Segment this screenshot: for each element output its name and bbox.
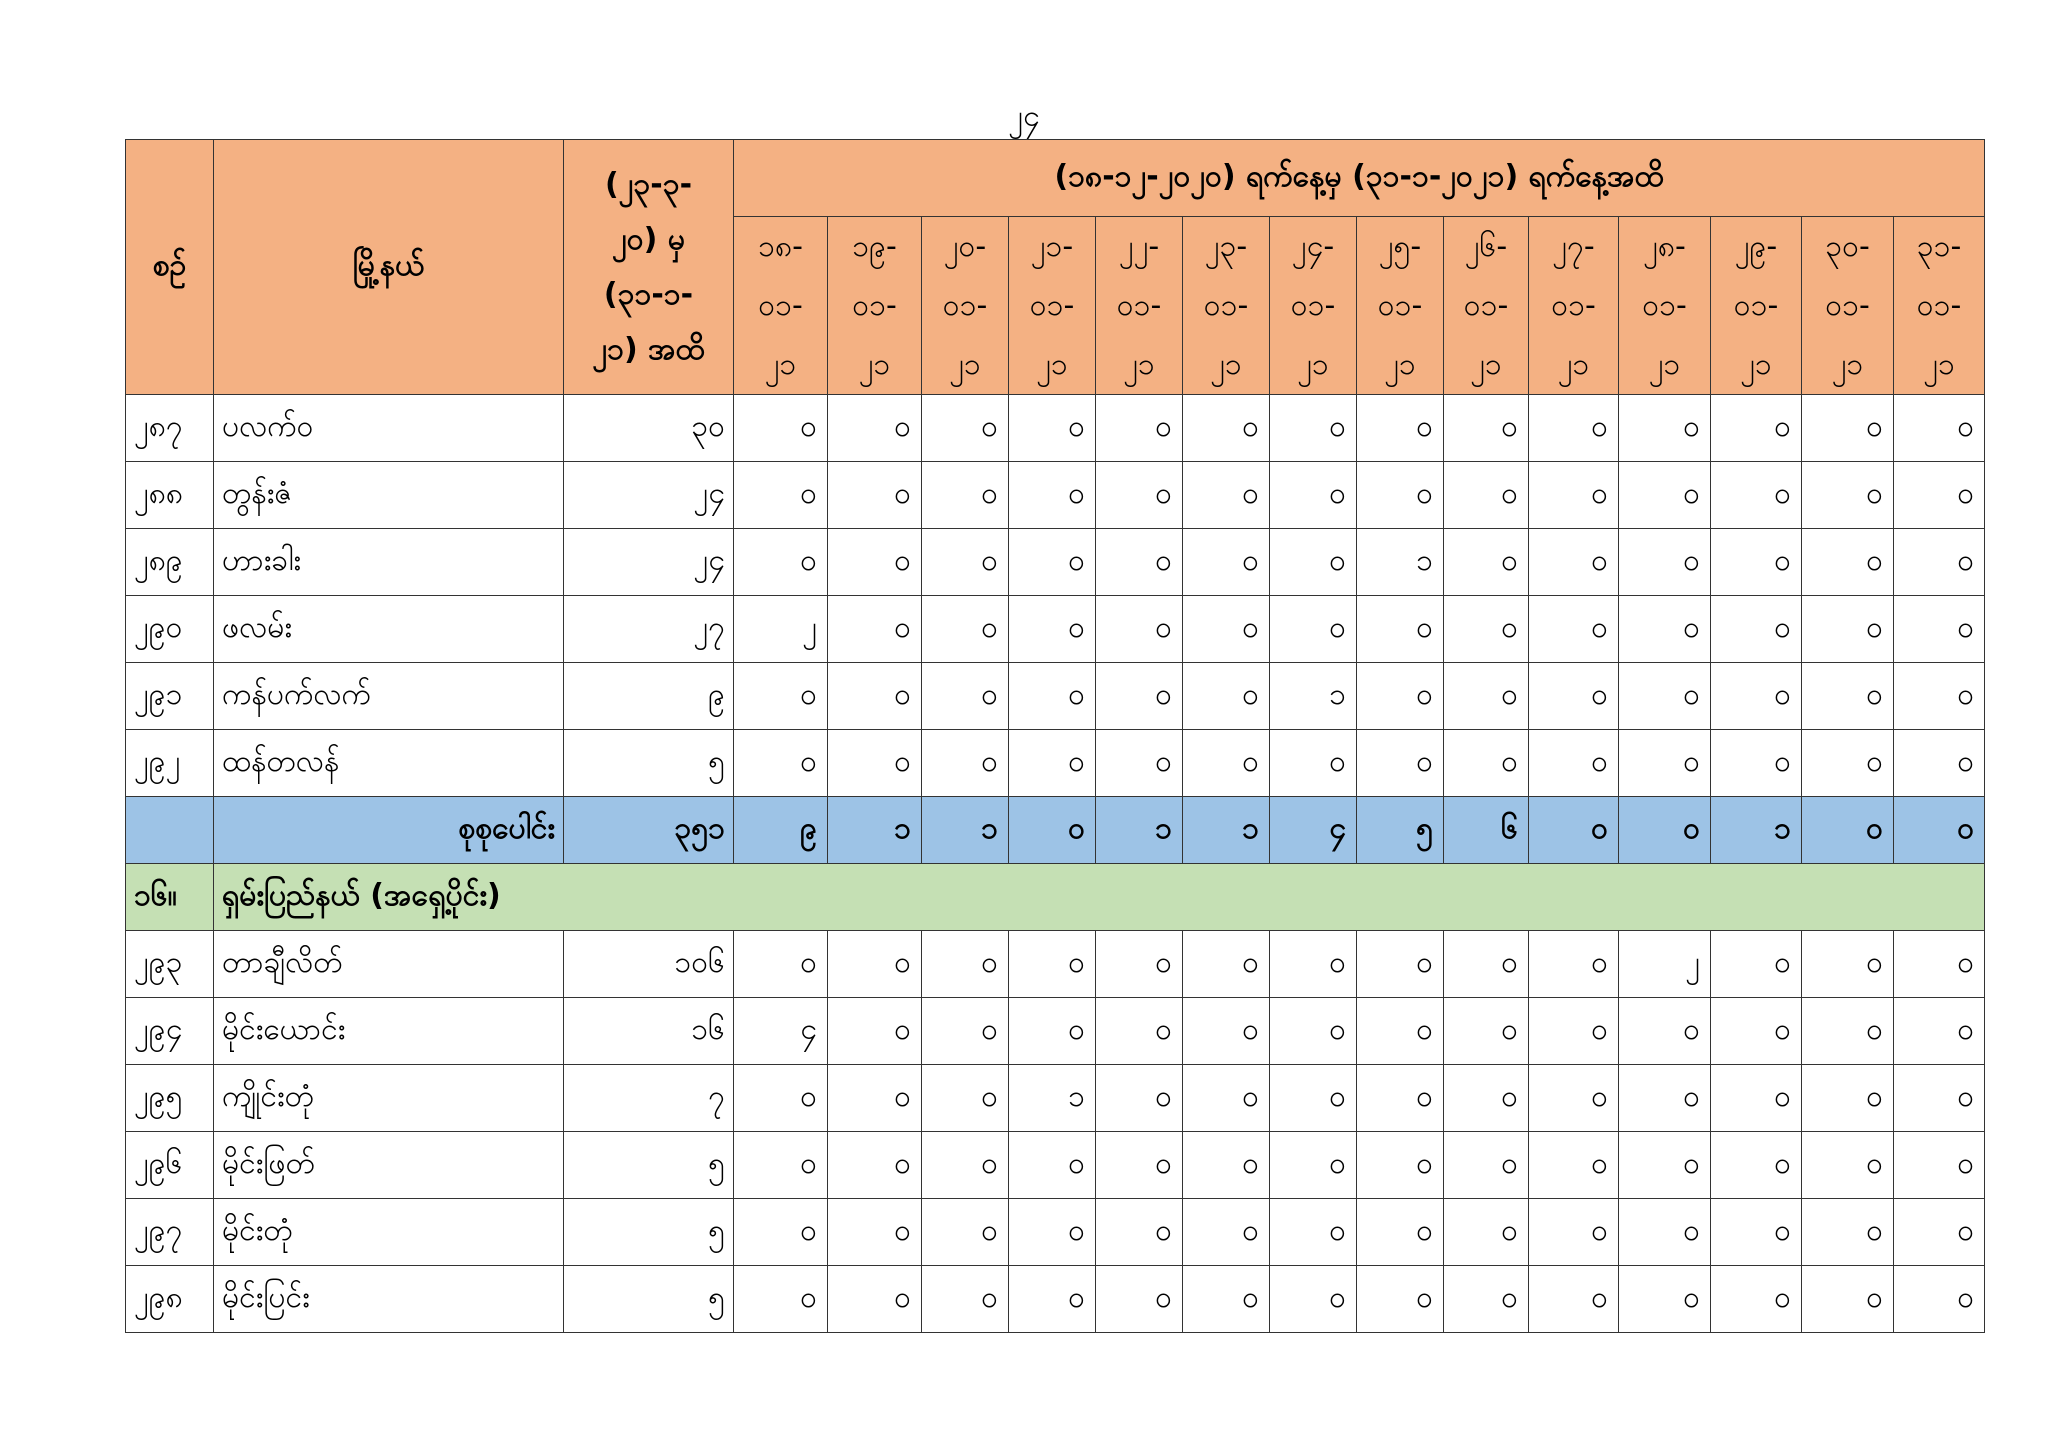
row-daily-value: ၀ (1529, 529, 1619, 596)
row-daily-value: ၀ (1009, 395, 1096, 462)
row-daily-value: ၀ (1894, 1132, 1985, 1199)
row-daily-value: ၁ (1009, 1065, 1096, 1132)
total-daily-value: ၁ (1096, 797, 1183, 864)
row-daily-value: ၀ (734, 730, 828, 797)
row-daily-value: ၀ (1711, 462, 1802, 529)
row-daily-value: ၀ (1183, 1065, 1270, 1132)
total-daily-value: ၁ (1183, 797, 1270, 864)
header-date: ၂၉- ၀၁- ၂၁ (1711, 217, 1802, 395)
header-date: ၂၄- ၀၁- ၂၁ (1270, 217, 1357, 395)
row-daily-value: ၀ (1894, 395, 1985, 462)
total-daily-value: ၅ (1357, 797, 1444, 864)
row-daily-value: ၀ (1009, 462, 1096, 529)
header-date: ၂၆- ၀၁- ၂၁ (1444, 217, 1529, 395)
row-daily-value: ၀ (1270, 730, 1357, 797)
table-row (126, 1065, 1985, 1132)
section-number: ၁၆။ (126, 864, 214, 931)
row-daily-value: ၀ (1009, 1199, 1096, 1266)
row-daily-value: ၀ (1894, 1199, 1985, 1266)
header-date: ၁၈- ၀၁- ၂၁ (734, 217, 828, 395)
row-daily-value: ၀ (1894, 529, 1985, 596)
row-daily-value: ၀ (828, 730, 922, 797)
row-cumulative: ၅ (564, 730, 734, 797)
row-daily-value: ၀ (1802, 529, 1894, 596)
row-daily-value: ၀ (1270, 998, 1357, 1065)
row-daily-value: ၀ (734, 462, 828, 529)
row-township: မိုင်းပြင်း (214, 1266, 564, 1333)
total-label: စုစုပေါင်း (214, 797, 564, 864)
row-daily-value: ၀ (922, 529, 1009, 596)
row-daily-value: ၀ (1183, 998, 1270, 1065)
row-daily-value: ၀ (1183, 1132, 1270, 1199)
row-daily-value: ၀ (922, 596, 1009, 663)
row-daily-value: ၀ (1096, 596, 1183, 663)
row-daily-value: ၀ (1711, 596, 1802, 663)
row-daily-value: ၀ (1529, 462, 1619, 529)
header-date: ၂၃- ၀၁- ၂၁ (1183, 217, 1270, 395)
row-daily-value: ၀ (1894, 998, 1985, 1065)
total-daily-value: ၀ (1802, 797, 1894, 864)
row-township: ဟားခါး (214, 529, 564, 596)
row-daily-value: ၀ (828, 998, 922, 1065)
row-daily-value: ၀ (1529, 663, 1619, 730)
row-daily-value: ၀ (1529, 1065, 1619, 1132)
row-daily-value: ၀ (1711, 529, 1802, 596)
row-daily-value: ၀ (1444, 663, 1529, 730)
row-township: မိုင်းတုံ (214, 1199, 564, 1266)
row-daily-value: ၀ (828, 1132, 922, 1199)
row-daily-value: ၀ (1619, 1065, 1711, 1132)
row-daily-value: ၀ (1711, 730, 1802, 797)
row-daily-value: ၀ (1096, 931, 1183, 998)
header-date: ၃၀- ၀၁- ၂၁ (1802, 217, 1894, 395)
header-date-range: (၁၈-၁၂-၂၀၂၀) ရက်နေ့မှ (၃၁-၁-၂၀၂၁) ရက်နေ့အထိ (734, 140, 1985, 217)
row-daily-value: ၀ (1096, 730, 1183, 797)
row-daily-value: ၀ (1183, 1199, 1270, 1266)
row-daily-value: ၀ (1444, 1065, 1529, 1132)
row-daily-value: ၀ (1619, 1199, 1711, 1266)
row-daily-value: ၀ (1183, 462, 1270, 529)
total-daily-value: ၆ (1444, 797, 1529, 864)
row-daily-value: ၀ (1357, 663, 1444, 730)
page-number: ၂၄ (1008, 99, 1040, 134)
total-cumulative: ၃၅၁ (564, 797, 734, 864)
header-date: ၂၂- ၀၁- ၂၁ (1096, 217, 1183, 395)
row-daily-value: ၀ (828, 1065, 922, 1132)
row-daily-value: ၀ (1619, 529, 1711, 596)
row-daily-value: ၀ (1711, 1132, 1802, 1199)
row-daily-value: ၀ (1096, 462, 1183, 529)
row-daily-value: ၀ (922, 395, 1009, 462)
total-daily-value: ၀ (1894, 797, 1985, 864)
row-daily-value: ၀ (734, 931, 828, 998)
row-daily-value: ၀ (1096, 395, 1183, 462)
row-daily-value: ၀ (1096, 1266, 1183, 1333)
row-cumulative: ၉ (564, 663, 734, 730)
row-daily-value: ၀ (1619, 395, 1711, 462)
row-daily-value: ၀ (1711, 931, 1802, 998)
header-date: ၁၉- ၀၁- ၂၁ (828, 217, 922, 395)
row-daily-value: ၀ (922, 1065, 1009, 1132)
row-daily-value: ၀ (1096, 1065, 1183, 1132)
row-daily-value: ၀ (1619, 596, 1711, 663)
row-township: ဖလမ်း (214, 596, 564, 663)
cases-table (125, 139, 1985, 1333)
row-daily-value: ၀ (1619, 998, 1711, 1065)
row-township: ပလက်ဝ (214, 395, 564, 462)
row-serial-no: ၂၉၅ (126, 1065, 214, 1132)
row-daily-value: ၀ (1802, 1132, 1894, 1199)
total-daily-value: ၁ (1711, 797, 1802, 864)
row-daily-value: ၀ (1357, 1266, 1444, 1333)
row-serial-no: ၂၉၇ (126, 1199, 214, 1266)
row-daily-value: ၀ (1711, 1199, 1802, 1266)
row-daily-value: ၀ (1802, 730, 1894, 797)
row-daily-value: ၀ (1529, 730, 1619, 797)
row-daily-value: ၂ (1619, 931, 1711, 998)
row-township: မိုင်းဖြတ် (214, 1132, 564, 1199)
row-daily-value: ၀ (828, 1199, 922, 1266)
row-daily-value: ၀ (1096, 1199, 1183, 1266)
row-daily-value: ၀ (1444, 730, 1529, 797)
row-daily-value: ၀ (1183, 395, 1270, 462)
row-daily-value: ၀ (1802, 1266, 1894, 1333)
row-daily-value: ၀ (1711, 998, 1802, 1065)
row-daily-value: ၀ (734, 663, 828, 730)
row-daily-value: ၀ (922, 1132, 1009, 1199)
total-daily-value: ၁ (922, 797, 1009, 864)
row-daily-value: ၀ (1183, 931, 1270, 998)
row-daily-value: ၀ (1444, 529, 1529, 596)
row-serial-no: ၂၉၆ (126, 1132, 214, 1199)
row-serial-no: ၂၉၄ (126, 998, 214, 1065)
row-daily-value: ၀ (1357, 1132, 1444, 1199)
row-township: တွန်းဇံ (214, 462, 564, 529)
row-cumulative: ၃၀ (564, 395, 734, 462)
row-daily-value: ၀ (1619, 663, 1711, 730)
row-daily-value: ၀ (1444, 1266, 1529, 1333)
table-row (126, 529, 1985, 596)
row-daily-value: ၀ (1009, 1266, 1096, 1333)
total-daily-value: ၉ (734, 797, 828, 864)
header-date: ၂၁- ၀၁- ၂၁ (1009, 217, 1096, 395)
row-daily-value: ၀ (922, 998, 1009, 1065)
total-daily-value: ၀ (1009, 797, 1096, 864)
row-daily-value: ၀ (1529, 998, 1619, 1065)
row-daily-value: ၀ (1619, 730, 1711, 797)
header-cumulative: (၂၃-၃- ၂၀) မှ (၃၁-၁- ၂၁) အထိ (564, 140, 734, 395)
row-daily-value: ၀ (1096, 529, 1183, 596)
row-serial-no: ၂၉၀ (126, 596, 214, 663)
row-daily-value: ၀ (1894, 663, 1985, 730)
row-daily-value: ၀ (922, 1266, 1009, 1333)
row-daily-value: ၀ (1529, 596, 1619, 663)
table-row (126, 998, 1985, 1065)
row-daily-value: ၀ (922, 730, 1009, 797)
row-daily-value: ၀ (1894, 1266, 1985, 1333)
row-serial-no: ၂၉၂ (126, 730, 214, 797)
section-title: ရှမ်းပြည်နယ် (အရှေ့ပိုင်း) (214, 864, 1985, 931)
row-cumulative: ၂၇ (564, 596, 734, 663)
row-daily-value: ၀ (1357, 931, 1444, 998)
row-daily-value: ၀ (1894, 596, 1985, 663)
header-date: ၂၀- ၀၁- ၂၁ (922, 217, 1009, 395)
row-daily-value: ၀ (1357, 395, 1444, 462)
row-daily-value: ၀ (828, 931, 922, 998)
row-serial-no: ၂၈၈ (126, 462, 214, 529)
row-daily-value: ၀ (828, 1266, 922, 1333)
row-daily-value: ၀ (1802, 931, 1894, 998)
table-row (126, 596, 1985, 663)
row-daily-value: ၀ (1270, 462, 1357, 529)
table-row (126, 395, 1985, 462)
row-daily-value: ၀ (1444, 998, 1529, 1065)
row-daily-value: ၀ (1802, 596, 1894, 663)
row-daily-value: ၀ (922, 931, 1009, 998)
row-cumulative: ၇ (564, 1065, 734, 1132)
total-daily-value: ၀ (1529, 797, 1619, 864)
row-daily-value: ၀ (1009, 596, 1096, 663)
row-daily-value: ၀ (734, 395, 828, 462)
row-daily-value: ၀ (828, 596, 922, 663)
row-daily-value: ၀ (1529, 1132, 1619, 1199)
table-header (126, 140, 1985, 395)
row-daily-value: ၀ (1894, 931, 1985, 998)
row-daily-value: ၀ (1096, 998, 1183, 1065)
row-daily-value: ၀ (1894, 462, 1985, 529)
total-daily-value: ၁ (828, 797, 922, 864)
row-township: မိုင်းယောင်း (214, 998, 564, 1065)
row-daily-value: ၀ (1802, 462, 1894, 529)
row-township: ကန်ပက်လက် (214, 663, 564, 730)
row-daily-value: ၀ (1183, 730, 1270, 797)
row-daily-value: ၀ (1009, 998, 1096, 1065)
row-daily-value: ၀ (1444, 462, 1529, 529)
row-cumulative: ၅ (564, 1132, 734, 1199)
row-daily-value: ၂ (734, 596, 828, 663)
row-daily-value: ၀ (1444, 931, 1529, 998)
row-daily-value: ၀ (1270, 529, 1357, 596)
row-daily-value: ၀ (1009, 663, 1096, 730)
row-daily-value: ၄ (734, 998, 828, 1065)
row-daily-value: ၀ (1619, 1266, 1711, 1333)
header-date: ၂၈- ၀၁- ၂၁ (1619, 217, 1711, 395)
total-empty-cell (126, 797, 214, 864)
row-daily-value: ၀ (1357, 730, 1444, 797)
row-serial-no: ၂၈၉ (126, 529, 214, 596)
table-row (126, 931, 1985, 998)
row-serial-no: ၂၉၃ (126, 931, 214, 998)
total-daily-value: ၄ (1270, 797, 1357, 864)
row-township: ထန်တလန် (214, 730, 564, 797)
header-date: ၂၅- ၀၁- ၂၁ (1357, 217, 1444, 395)
row-daily-value: ၀ (1529, 1199, 1619, 1266)
row-daily-value: ၀ (1894, 1065, 1985, 1132)
table-row (126, 1132, 1985, 1199)
row-cumulative: ၂၄ (564, 462, 734, 529)
row-daily-value: ၀ (1444, 1199, 1529, 1266)
row-daily-value: ၀ (1802, 395, 1894, 462)
row-daily-value: ၀ (1270, 596, 1357, 663)
table-row (126, 730, 1985, 797)
row-daily-value: ၀ (1009, 931, 1096, 998)
row-daily-value: ၀ (1183, 1266, 1270, 1333)
row-daily-value: ၀ (828, 462, 922, 529)
row-daily-value: ၀ (1444, 1132, 1529, 1199)
row-daily-value: ၀ (1183, 596, 1270, 663)
row-daily-value: ၁ (1270, 663, 1357, 730)
row-daily-value: ၀ (1529, 395, 1619, 462)
table-row (126, 663, 1985, 730)
row-daily-value: ၀ (1270, 1266, 1357, 1333)
row-daily-value: ၀ (1270, 395, 1357, 462)
row-daily-value: ၀ (1802, 1065, 1894, 1132)
row-daily-value: ၀ (1270, 1199, 1357, 1266)
row-daily-value: ၀ (1183, 529, 1270, 596)
row-daily-value: ၀ (1711, 663, 1802, 730)
header-date: ၃၁- ၀၁- ၂၁ (1894, 217, 1985, 395)
row-daily-value: ၀ (1894, 730, 1985, 797)
row-daily-value: ၀ (1270, 931, 1357, 998)
total-row (126, 797, 1985, 864)
total-daily-value: ၀ (1619, 797, 1711, 864)
row-daily-value: ၀ (1444, 395, 1529, 462)
row-daily-value: ၀ (1802, 663, 1894, 730)
header-date: ၂၇- ၀၁- ၂၁ (1529, 217, 1619, 395)
row-serial-no: ၂၉၈ (126, 1266, 214, 1333)
row-cumulative: ၁၀၆ (564, 931, 734, 998)
row-daily-value: ၀ (1802, 1199, 1894, 1266)
row-daily-value: ၀ (1357, 462, 1444, 529)
table-row (126, 462, 1985, 529)
row-daily-value: ၀ (734, 529, 828, 596)
row-daily-value: ၀ (1357, 1065, 1444, 1132)
row-daily-value: ၀ (1096, 1132, 1183, 1199)
row-daily-value: ၀ (1357, 1199, 1444, 1266)
row-daily-value: ၀ (1357, 596, 1444, 663)
table-row (126, 1199, 1985, 1266)
row-daily-value: ၀ (734, 1132, 828, 1199)
row-daily-value: ၀ (1711, 395, 1802, 462)
row-township: တာချီလိတ် (214, 931, 564, 998)
row-daily-value: ၀ (828, 663, 922, 730)
row-daily-value: ၀ (734, 1199, 828, 1266)
table-body (126, 395, 1985, 1333)
row-daily-value: ၀ (1529, 1266, 1619, 1333)
row-daily-value: ၀ (1619, 1132, 1711, 1199)
row-cumulative: ၅ (564, 1199, 734, 1266)
row-daily-value: ၀ (1009, 730, 1096, 797)
row-daily-value: ၀ (1009, 1132, 1096, 1199)
row-daily-value: ၀ (1183, 663, 1270, 730)
row-daily-value: ၀ (1357, 998, 1444, 1065)
row-daily-value: ၀ (1009, 529, 1096, 596)
row-serial-no: ၂၈၇ (126, 395, 214, 462)
row-daily-value: ၀ (922, 663, 1009, 730)
row-daily-value: ၀ (734, 1266, 828, 1333)
row-daily-value: ၁ (1357, 529, 1444, 596)
row-cumulative: ၂၄ (564, 529, 734, 596)
row-daily-value: ၀ (1096, 663, 1183, 730)
row-daily-value: ၀ (828, 395, 922, 462)
row-daily-value: ၀ (1270, 1132, 1357, 1199)
row-serial-no: ၂၉၁ (126, 663, 214, 730)
row-daily-value: ၀ (1711, 1266, 1802, 1333)
row-daily-value: ၀ (828, 529, 922, 596)
row-cumulative: ၅ (564, 1266, 734, 1333)
row-daily-value: ၀ (922, 462, 1009, 529)
row-daily-value: ၀ (1619, 462, 1711, 529)
table-row (126, 1266, 1985, 1333)
section-header-row (126, 864, 1985, 931)
row-daily-value: ၀ (1529, 931, 1619, 998)
row-daily-value: ၀ (734, 1065, 828, 1132)
row-daily-value: ၀ (1711, 1065, 1802, 1132)
row-cumulative: ၁၆ (564, 998, 734, 1065)
row-daily-value: ၀ (1444, 596, 1529, 663)
header-serial-no: စဉ် (126, 140, 214, 395)
header-township: မြို့နယ် (214, 140, 564, 395)
row-daily-value: ၀ (1802, 998, 1894, 1065)
row-township: ကျိုင်းတုံ (214, 1065, 564, 1132)
row-daily-value: ၀ (1270, 1065, 1357, 1132)
row-daily-value: ၀ (922, 1199, 1009, 1266)
